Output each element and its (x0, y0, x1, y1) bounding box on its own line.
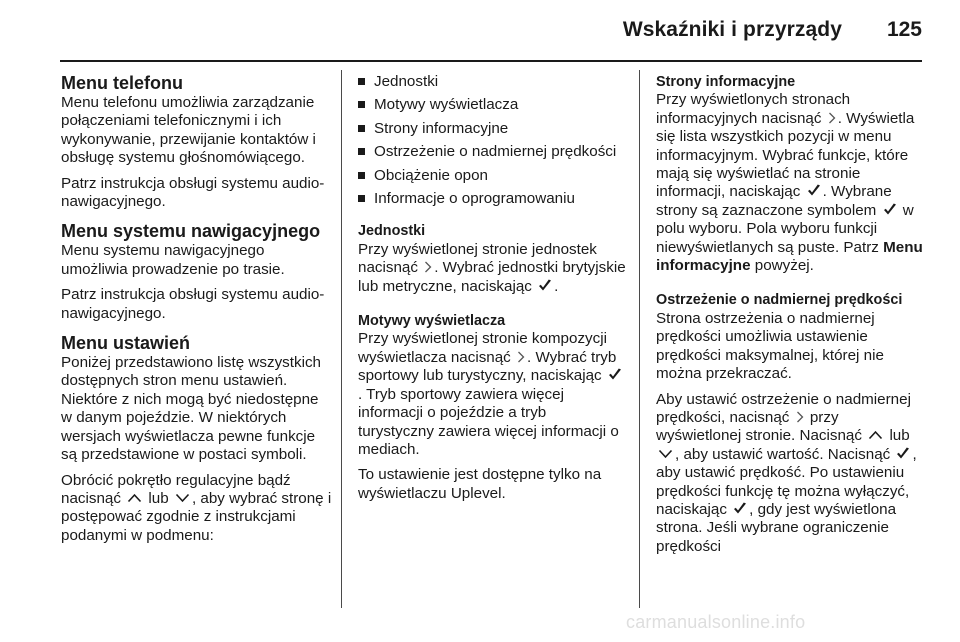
chevron-right-icon (796, 411, 804, 423)
checkmark-icon (807, 184, 821, 197)
text: . (554, 277, 559, 295)
cross-reference: Menu informacyjne (656, 238, 923, 275)
text: . Wybrać tryb sportowy lub turystyczny, naciskając (358, 348, 617, 385)
page-number: 125 (886, 18, 922, 41)
list-item-label: Obciążenie opon (374, 166, 488, 184)
paragraph: Menu telefonu umożliwia zarządzanie połączeniami telefonicznymi i ich wykonywanie, przewijanie kontaktów i obsługę systemu głośnomówiącego. (61, 94, 316, 167)
paragraph (358, 330, 626, 459)
list-item (358, 73, 626, 91)
paragraph: Poniżej przedstawiono listę wszystkich dostępnych stron menu ustawień. Niektóre z nich mogą być niedostępne w danym pojeździe. W niektórych wersjach wyświetlacza pewne funkcje są przedstawione w postaci symboli. (61, 354, 321, 464)
text: , aby ustawić prędkość. Po ustawieniu prędkości funkcję tę można wyłączyć, naciskając (656, 445, 917, 518)
list-item-label: Ostrzeżenie o nadmiernej prędkości (374, 143, 617, 161)
column-1 (61, 73, 333, 545)
bullet-square-icon (358, 172, 365, 179)
column-2 (358, 73, 626, 503)
text: . Wyświetla się lista wszystkich pozycji w menu informacyjnym. Wybrać funkcje, które mają się wyświetlać na stronie informacji, naciskając (656, 109, 915, 201)
paragraph (358, 241, 626, 296)
watermark: carmanualsonline.info (626, 612, 806, 632)
bullet-square-icon (358, 78, 365, 85)
chevron-down-icon (658, 449, 673, 459)
text: , aby wybrać stronę i postępować zgodnie z instrukcjami podanymi w podmenu: (61, 489, 332, 544)
text: powyżej. (754, 257, 814, 275)
checkmark-icon (733, 502, 747, 515)
checkmark-icon (538, 279, 552, 292)
column-3 (656, 73, 924, 556)
list-item-label: Jednostki (374, 73, 439, 90)
header-rule (60, 60, 922, 62)
list-item-label: Informacje o oprogramowaniu (374, 190, 575, 208)
section-title-navigation-menu: Menu systemu nawigacyjnego (61, 221, 321, 242)
chevron-right-icon (424, 261, 432, 273)
list-item-label: Motywy wyświetlacza (374, 96, 519, 114)
paragraph (656, 391, 924, 557)
bullet-square-icon (358, 148, 365, 155)
list-item (358, 190, 626, 208)
paragraph: Strona ostrzeżenia o nadmiernej prędkości umożliwia ustawienie prędkości maksymalnej, której nie można przekraczać. (656, 309, 884, 383)
paragraph: Patrz instrukcja obsługi systemu audio-nawigacyjnego. (61, 286, 325, 322)
chevron-down-icon (175, 493, 190, 503)
header-title: Wskaźniki i przyrządy (622, 18, 842, 41)
paragraph: To ustawienie jest dostępne tylko na wyświetlaczu Uplevel. (358, 466, 602, 502)
checkmark-icon (608, 368, 622, 381)
bullet-square-icon (358, 125, 365, 132)
column-divider-left (341, 70, 342, 608)
chevron-up-icon (868, 430, 883, 440)
text: w polu wyboru. Pola wyboru funkcji niewyświetlanych są puste. Patrz (656, 201, 914, 256)
paragraph (61, 472, 333, 546)
subsection-title-info-pages: Strony informacyjne (656, 74, 796, 90)
text: Przy wyświetlonej stronie jednostek nacisnąć (358, 240, 597, 277)
settings-menu-list (358, 73, 626, 208)
list-item-label: Strony informacyjne (374, 119, 509, 137)
subsection-title-units: Jednostki (358, 223, 426, 240)
paragraph (656, 91, 924, 275)
section-title-settings-menu: Menu ustawień (61, 333, 191, 354)
text: Przy wyświetlonej stronie kompozycji wyświetlacza nacisnąć (358, 330, 607, 366)
text: Przy wyświetlonych stronach informacyjnych nacisnąć (656, 91, 851, 127)
subsection-title-display-themes: Motywy wyświetlacza (358, 313, 506, 330)
column-divider-right (639, 70, 640, 608)
list-item (358, 167, 626, 185)
subsection-title-speed-warning: Ostrzeżenie o nadmiernej prędkości (656, 292, 903, 309)
list-item (358, 120, 626, 138)
chevron-up-icon (127, 493, 142, 503)
text: , gdy jest wyświetlona strona. Jeśli wybrane ograniczenie prędkości (656, 500, 897, 555)
text: . Wybrane strony są zaznaczone symbolem (656, 183, 892, 219)
paragraph: Patrz instrukcja obsługi systemu audio-nawigacyjnego. (61, 174, 325, 211)
section-title-phone-menu: Menu telefonu (61, 73, 183, 93)
list-item (358, 143, 626, 161)
checkmark-icon (883, 203, 897, 216)
text: lub (148, 489, 169, 507)
text: Aby ustawić ostrzeżenie o nadmiernej prędkości, nacisnąć (656, 390, 911, 426)
text: Obrócić pokrętło regulacyjne bądź nacisnąć (61, 471, 291, 507)
text: przy wyświetlonej stronie. Nacisnąć (656, 408, 862, 445)
text: lub (889, 427, 910, 445)
bullet-square-icon (358, 101, 365, 108)
chevron-right-icon (517, 351, 525, 363)
list-item (358, 96, 626, 114)
bullet-square-icon (358, 195, 365, 202)
text: , aby ustawić wartość. Nacisnąć (675, 445, 891, 463)
checkmark-icon (896, 447, 910, 460)
chevron-right-icon (828, 112, 836, 124)
text: . Tryb sportowy zawiera więcej informacji o pojeździe a tryb turystyczny zawiera więcej informacji o mediach. (358, 385, 619, 458)
paragraph: Menu systemu nawigacyjnego umożliwia prowadzenie po trasie. (61, 242, 285, 278)
text: . Wybrać jednostki brytyjskie lub metryczne, naciskając (358, 259, 626, 295)
